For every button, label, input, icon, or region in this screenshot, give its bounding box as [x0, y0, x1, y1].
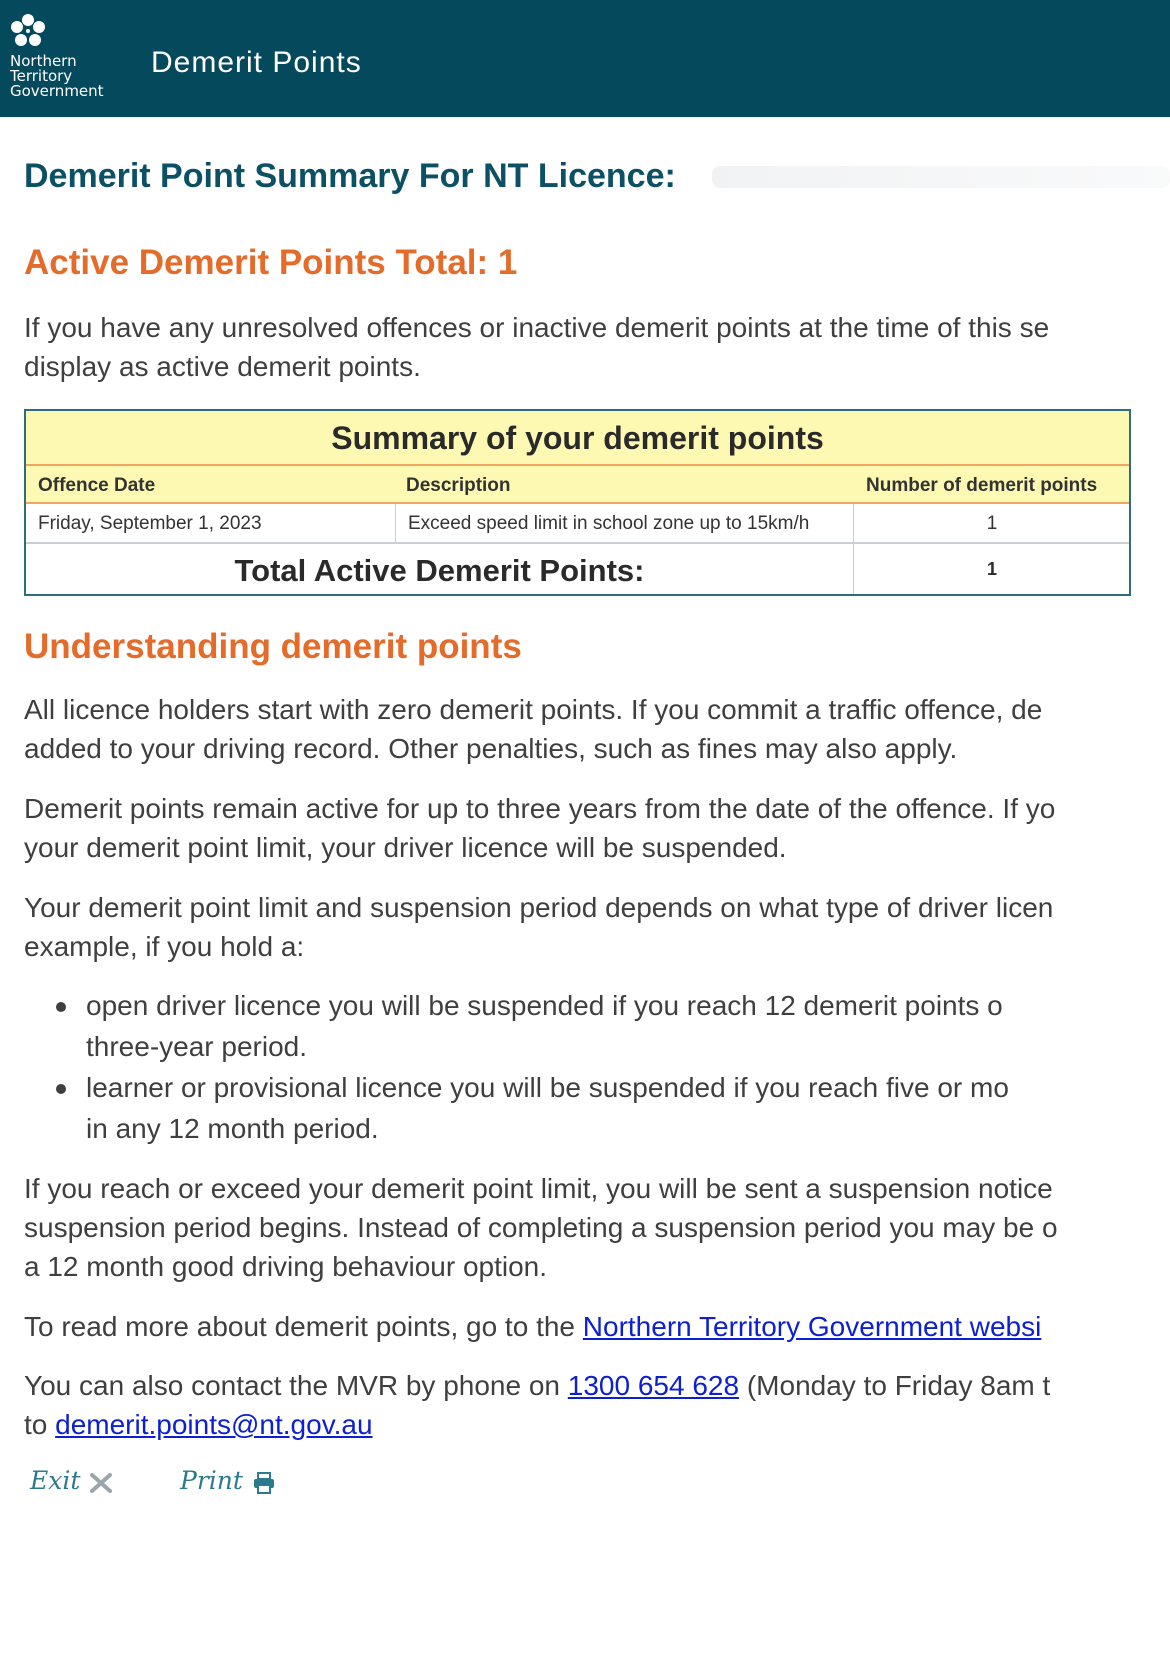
total-value: 1 — [986, 559, 997, 579]
intro-paragraph — [24, 308, 1170, 386]
nt-government-website-link[interactable]: Northern Territory Government websi — [582, 1311, 1042, 1342]
understanding-heading: Understanding demerit points — [24, 627, 522, 666]
list-item-line: three-year period. — [86, 1031, 308, 1062]
nt-government-logo[interactable] — [8, 12, 108, 104]
list-item — [0, 985, 1170, 1067]
paragraph-line: example, if you hold a: — [24, 931, 305, 962]
logo-line: Territory — [10, 67, 73, 85]
paragraph-limits — [24, 888, 1170, 966]
paragraph-line: added to your driving record. Other penalties, such as fines may also apply. — [24, 733, 958, 764]
paragraph-contact — [24, 1366, 1170, 1444]
contact-text: to — [24, 1409, 56, 1440]
table-row — [26, 504, 1129, 544]
table-title: Summary of your demerit points — [26, 411, 1129, 466]
logo-wordmark — [10, 54, 104, 99]
flower-logo-icon — [8, 12, 48, 52]
contact-text: You can also contact the MVR by phone on — [24, 1370, 568, 1401]
list-item-line: open driver licence you will be suspended if you reach 12 demerit points o — [86, 990, 1003, 1021]
paragraph-read-more — [24, 1307, 1170, 1346]
list-item-line: in any 12 month period. — [86, 1113, 379, 1144]
phone-link[interactable]: 1300 654 628 — [567, 1370, 740, 1401]
paragraph-line: All licence holders start with zero demerit points. If you commit a traffic offence, de — [24, 694, 1043, 725]
logo-line: Government — [10, 82, 104, 100]
description-cell: Exceed speed limit in school zone up to 15km/h — [408, 513, 810, 534]
paragraph-line: your demerit point limit, your driver licence will be suspended. — [24, 832, 787, 863]
active-points-total: Active Demerit Points Total: 1 — [24, 243, 518, 282]
email-link[interactable]: demerit.points@nt.gov.au — [55, 1409, 373, 1440]
column-header-points: Number of demerit points — [866, 475, 1098, 496]
paragraph-zero-points — [24, 690, 1170, 768]
total-label: Total Active Demerit Points: — [234, 553, 645, 588]
column-header-offence-date: Offence Date — [38, 475, 156, 496]
printer-icon — [251, 1471, 277, 1495]
column-header-description: Description — [406, 475, 511, 496]
header-title: Demerit Points — [151, 46, 362, 79]
licence-summary-heading: Demerit Point Summary For NT Licence: — [24, 157, 676, 195]
contact-hours-text: (Monday to Friday 8am t — [739, 1370, 1051, 1401]
demerit-summary-table — [24, 409, 1131, 596]
intro-line: If you have any unresolved offences or inactive demerit points at the time of this se — [24, 312, 1050, 343]
paragraph-line: If you reach or exceed your demerit point limit, you will be sent a suspension notice — [24, 1173, 1053, 1204]
table-total-row — [26, 544, 1129, 594]
read-more-text: To read more about demerit points, go to the — [24, 1311, 583, 1342]
table-header-row — [26, 466, 1129, 504]
points-cell: 1 — [986, 513, 998, 534]
exit-button[interactable] — [30, 1466, 114, 1495]
bullet-icon — [56, 1084, 66, 1094]
paragraph-line: Demerit points remain active for up to three years from the date of the offence. If yo — [24, 793, 1056, 824]
close-icon — [88, 1471, 114, 1495]
exit-label: Exit — [30, 1466, 81, 1495]
licence-number-redacted — [712, 166, 1170, 188]
intro-line: display as active demerit points. — [24, 351, 421, 382]
paragraph-line: Your demerit point limit and suspension period depends on what type of driver licen — [24, 892, 1054, 923]
paragraph-active-period — [24, 789, 1170, 867]
site-header — [0, 0, 1170, 117]
print-button[interactable] — [180, 1466, 277, 1495]
list-item-line: learner or provisional licence you will be suspended if you reach five or mo — [86, 1072, 1009, 1103]
column-divider — [395, 504, 396, 544]
page-actions — [30, 1466, 330, 1506]
bullet-icon — [56, 1002, 66, 1012]
list-item — [0, 1067, 1170, 1149]
paragraph-line: a 12 month good driving behaviour option. — [24, 1251, 548, 1282]
paragraph-suspension — [24, 1169, 1170, 1286]
print-label: Print — [180, 1466, 243, 1495]
licence-type-list — [0, 985, 1170, 1149]
offence-date-cell: Friday, September 1, 2023 — [38, 513, 262, 534]
logo-line: Northern — [10, 52, 77, 70]
paragraph-line: suspension period begins. Instead of completing a suspension period you may be o — [24, 1212, 1058, 1243]
